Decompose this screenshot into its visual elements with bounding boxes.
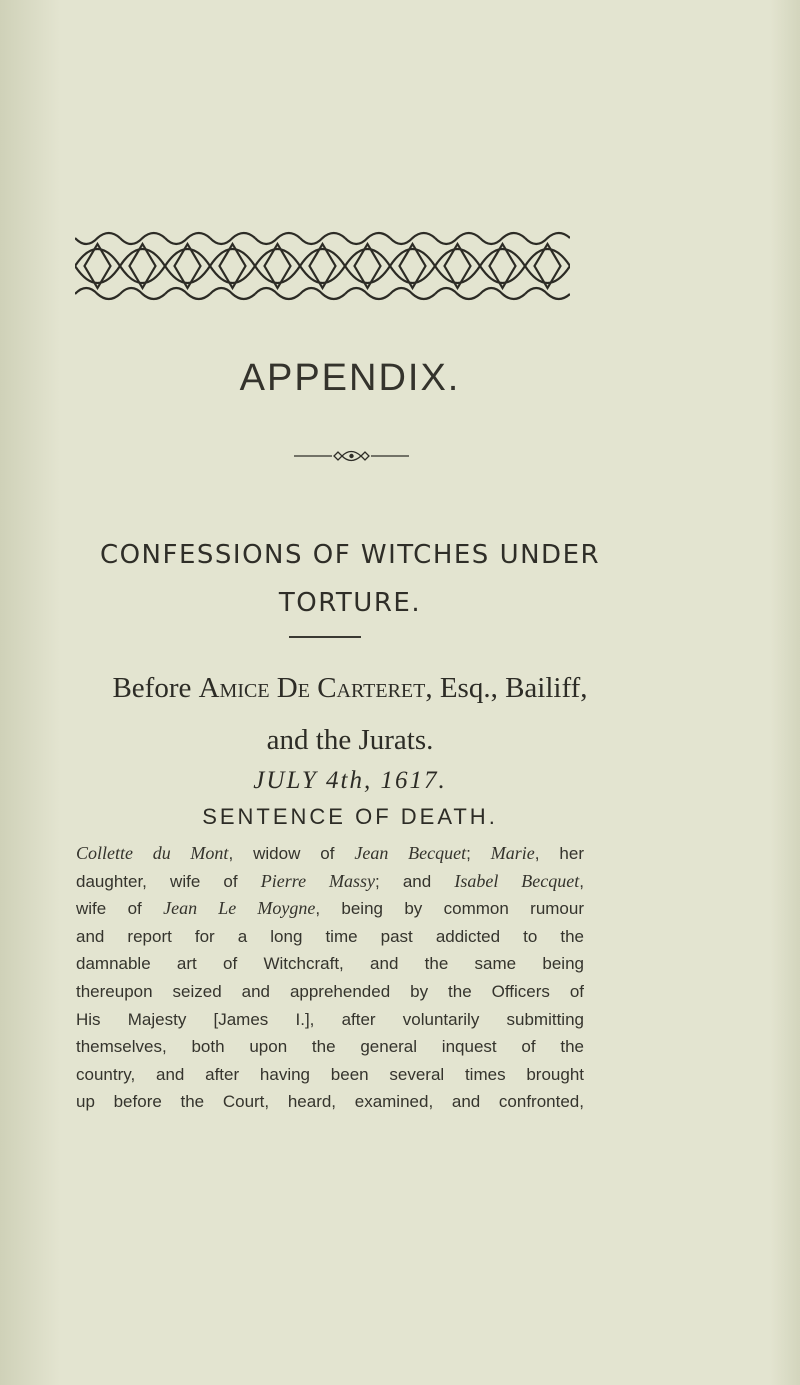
body-text-run: daughter, wife of [76,871,261,891]
date-line: JULY 4th, 1617. [253,767,447,794]
person-name: Jean Becquet [354,843,467,863]
body-text-run: wife of [76,899,164,919]
person-name: Jean Le Moygne [163,898,316,919]
body-line [76,840,584,868]
before-suffix: , Esq., Bailiff, [425,672,588,704]
accused-name: Marie [490,843,535,863]
divider-ornament [294,448,409,464]
section-rule [289,636,361,638]
body-line: thereupon seized and apprehended by the Officers of [76,981,584,1001]
accused-name: Collette du Mont [76,843,229,863]
sentence-heading: SENTENCE OF DEATH. [202,804,498,829]
body-line: themselves, both upon the general inquest of the [76,1037,584,1057]
person-name: Pierre Massy [260,870,375,891]
before-line [0,672,700,705]
jurats-line: and the Jurats. [266,724,434,756]
body-paragraph [76,840,584,1116]
page-edge-shadow-right [770,0,800,1385]
before-prefix: Before [112,672,199,704]
body-line: up before the Court, heard, examined, and confronted, [76,1092,584,1112]
subtitle-line-1: CONFESSIONS OF WITCHES UNDER [99,540,601,570]
body-line: damnable art of Witchcraft, and the same being [76,954,584,974]
decorative-headpiece [75,230,570,302]
body-text-run: , [579,871,584,891]
page-title: APPENDIX. [239,357,461,399]
body-text-run: ; and [374,871,455,891]
body-text-run: , being by common rumour [315,899,585,919]
body-line [76,868,584,896]
body-line: and report for a long time past addicted to the [76,926,584,946]
subtitle-line-2: TORTURE. [278,588,422,618]
body-line [76,895,584,923]
body-line: country, and after having been several times brought [76,1064,584,1084]
bailiff-name: Amice De Carteret [198,672,426,704]
body-text-run: , widow of [228,844,355,863]
body-text-run: ; [466,844,491,863]
accused-name: Isabel Becquet [454,870,580,891]
body-line: His Majesty [James I.], after voluntarily submitting [76,1009,584,1029]
body-text-run: , her [534,844,585,863]
